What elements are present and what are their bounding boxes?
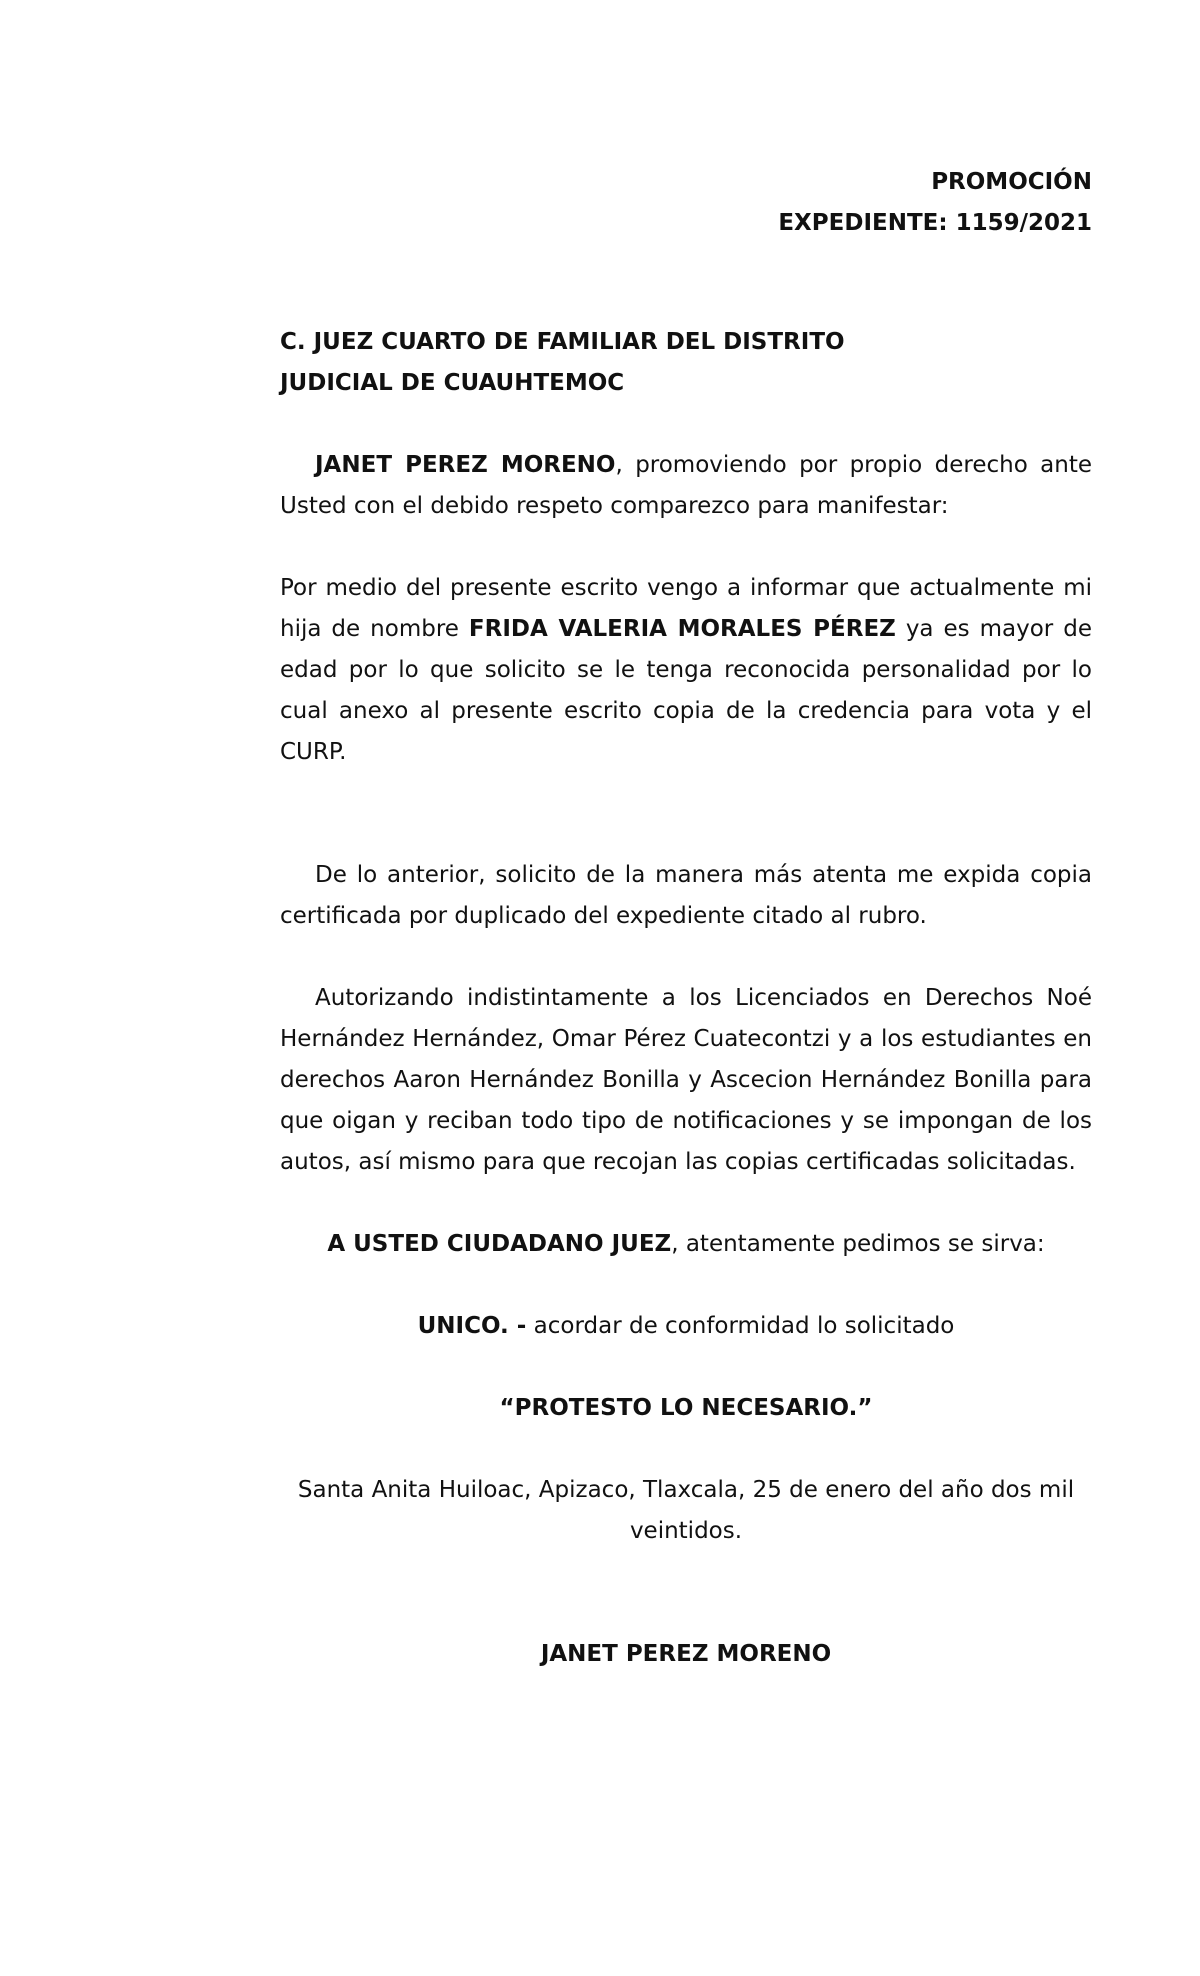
place-date: Santa Anita Huiloac, Apizaco, Tlaxcala, 25 de enero del año dos mil veintidos. [297,1477,1075,1544]
unico-bold: UNICO. - [417,1313,527,1339]
paragraph-informa-after: ya es mayor de edad por lo que solicito se le tenga reconocida personalidad por lo cual anexo al presente escrito copia de la credencia para vota y el CURP. [280,616,1092,765]
petition-line [280,1224,1092,1265]
document-header [280,162,1092,244]
addressee-line-2: JUDICIAL DE CUAUHTEMOC [280,370,625,396]
paragraph-informa-before: Por medio del presente escrito vengo a informar que actualmente mi hija de nombre [280,575,1092,642]
addressee-line-1: C. JUEZ CUARTO DE FAMILIAR DEL DISTRITO [280,329,845,355]
daughter-name: FRIDA VALERIA MORALES PÉREZ [468,616,896,642]
paragraph-informa [280,568,1092,773]
protesto-line: “PROTESTO LO NECESARIO.” [499,1395,873,1421]
signature-name: JANET PEREZ MORENO [540,1641,832,1667]
petition-text: , atentamente pedimos se sirva: [671,1231,1045,1257]
unico-text: acordar de conformidad lo solicitado [526,1313,955,1339]
intro-paragraph [280,445,1092,527]
expediente-number: EXPEDIENTE: 1159/2021 [778,210,1092,236]
paragraph-autorizacion: Autorizando indistintamente a los Licenciados en Derechos Noé Hernández Hernández, Omar Pérez Cuatecontzi y a los estudiantes en derechos Aaron Hernández Bonilla y Ascecion Hernández Bonilla para que oigan y reciban todo tipo de notificaciones y se impongan de los autos, así mismo para que recojan las copias certificadas solicitadas. [280,985,1092,1175]
unico-line [280,1306,1092,1347]
addressee-block [280,322,1092,404]
document-body [280,162,1092,1675]
intro-text: , promoviendo por propio derecho ante Usted con el debido respeto comparezco para manifestar: [280,452,1092,519]
document-type: PROMOCIÓN [931,169,1092,195]
petition-bold: A USTED CIUDADANO JUEZ [327,1231,672,1257]
paragraph-solicitud-copia: De lo anterior, solicito de la manera más atenta me expida copia certificada por duplicado del expediente citado al rubro. [280,862,1092,929]
promovente-name: JANET PEREZ MORENO [315,452,616,478]
